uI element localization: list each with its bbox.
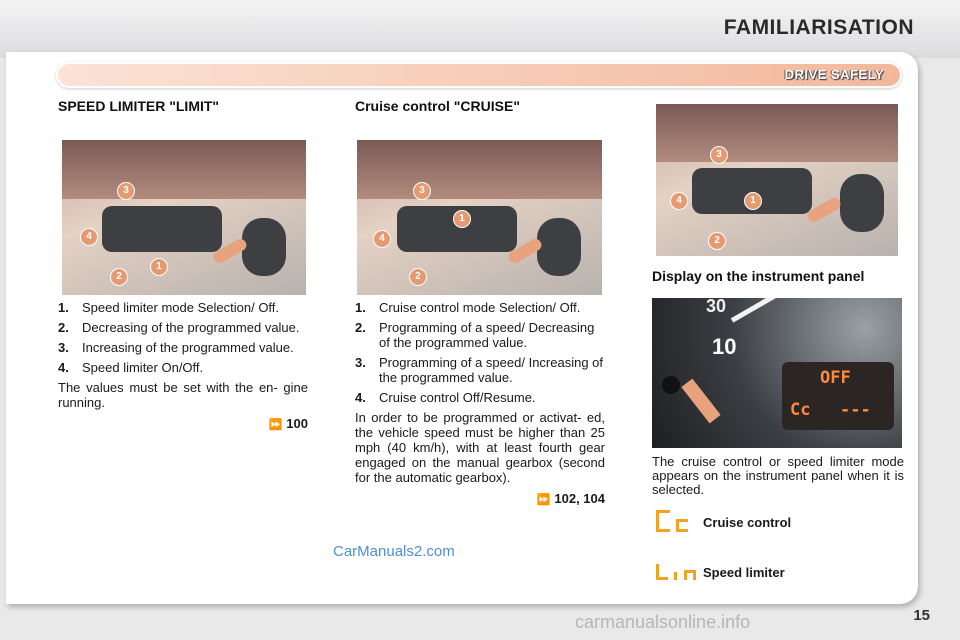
page-number: 15: [913, 607, 930, 624]
marker-1: 1: [744, 192, 762, 210]
list-item: 2. Programming of a speed/ Decreasing of the programmed value.: [355, 320, 595, 350]
speed-limiter-symbol-icon: [656, 560, 696, 584]
marker-2: 2: [409, 268, 427, 286]
marker-3: 3: [413, 182, 431, 200]
speedometer-needle: [731, 298, 902, 323]
steering-lever: [840, 174, 884, 232]
instrument-panel-image: [652, 298, 902, 448]
section-title: DRIVE SAFELY: [784, 67, 884, 82]
arrow-icon: [681, 379, 720, 424]
dashboard-shape: [62, 140, 306, 199]
dial-label-10: 10: [712, 334, 737, 359]
control-stalk: [102, 206, 222, 252]
watermark-carmanualsonline[interactable]: carmanualsonline.info: [575, 612, 751, 632]
cruise-control-photo: [357, 140, 602, 295]
cruise-control-symbol-icon: [656, 510, 696, 534]
dial-label-30: 30: [706, 298, 727, 316]
controls-photo: [656, 104, 898, 256]
list-item: 4. Speed limiter On/Off.: [58, 360, 204, 375]
instrument-display: [782, 362, 894, 430]
cruise-control-heading: Cruise control "CRUISE": [355, 98, 520, 114]
list-item: 3. Programming of a speed/ Increasing of the programmed value.: [355, 355, 604, 385]
speed-limiter-note: The values must be set with the en- gine running.: [58, 380, 308, 410]
speed-limiter-label: Speed limiter: [703, 565, 785, 580]
dashboard-shape: [357, 140, 602, 199]
steering-lever: [537, 218, 581, 276]
marker-4: 4: [80, 228, 98, 246]
list-item: 1. Speed limiter mode Selection/ Off.: [58, 300, 280, 315]
display-heading: Display on the instrument panel: [652, 268, 865, 284]
speed-limiter-list: [58, 300, 308, 433]
reset-knob: [662, 376, 680, 394]
list-item: 4. Cruise control Off/Resume.: [355, 390, 536, 405]
cruise-control-list: [355, 300, 605, 508]
cruise-control-label: Cruise control: [703, 515, 792, 530]
marker-4: 4: [670, 192, 688, 210]
cruise-control-note: In order to be programmed or activat- ed, the vehicle speed must be higher than 25 mph (40 km/h), with at least fourth gear engaged on the manual gearbox (second for the automatic gearbox).: [355, 410, 605, 485]
display-speed: ---: [840, 400, 871, 420]
marker-1: 1: [453, 210, 471, 228]
speed-limiter-photo: [62, 140, 306, 295]
marker-3: 3: [117, 182, 135, 200]
page-reference: ⏩ 102, 104: [536, 491, 605, 506]
dashboard-shape: [656, 104, 898, 162]
display-mode: Cc: [790, 400, 811, 420]
list-item: 3. Increasing of the programmed value.: [58, 340, 294, 355]
steering-lever: [242, 218, 286, 276]
fast-forward-icon: ⏩: [268, 419, 283, 431]
page-reference: ⏩ 100: [268, 416, 308, 431]
marker-3: 3: [710, 146, 728, 164]
display-status: OFF: [820, 368, 851, 388]
marker-1: 1: [150, 258, 168, 276]
section-bar: [56, 62, 902, 88]
fast-forward-icon: ⏩: [536, 494, 551, 506]
marker-4: 4: [373, 230, 391, 248]
marker-2: 2: [110, 268, 128, 286]
watermark-carmanuals[interactable]: CarManuals2.com: [333, 543, 455, 560]
list-item: 2. Decreasing of the programmed value.: [58, 320, 300, 335]
display-description: The cruise control or speed limiter mode appears on the instrument panel when it is selected.: [652, 454, 904, 497]
page-title: FAMILIARISATION: [723, 16, 914, 39]
marker-2: 2: [708, 232, 726, 250]
list-item: 1. Cruise control mode Selection/ Off.: [355, 300, 581, 315]
speed-limiter-heading: SPEED LIMITER "LIMIT": [58, 98, 220, 114]
